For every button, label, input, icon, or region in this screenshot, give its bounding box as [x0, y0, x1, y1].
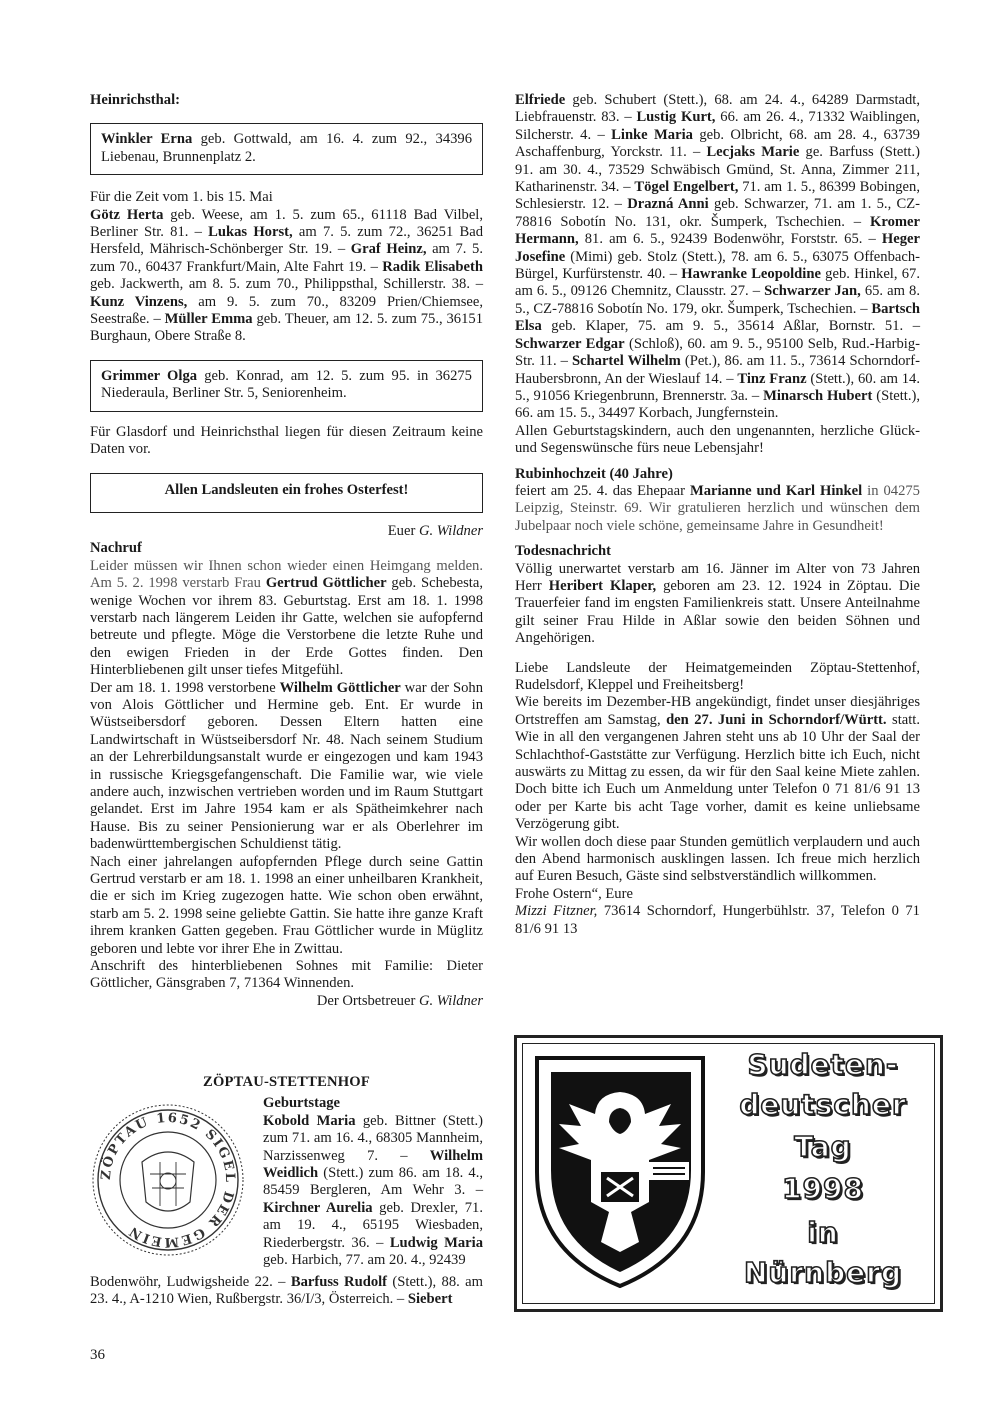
person-name: Radik Elisabeth [382, 258, 483, 275]
easter-box [90, 473, 483, 513]
person-name: Barfuss Rudolf [290, 1274, 388, 1290]
entry-text: am 7. 5. zum 72., 36251 Bad Hersfeld, Mährisch-Schönberger Str. 19. – [90, 224, 483, 258]
person-name: Lustig Kurt, [636, 109, 716, 126]
entry-text: geb. Drexler, 71. am 19. 4., 65195 Wiesbaden, Riederbergstr. 36. – [263, 1199, 483, 1251]
entry-text: 81. am 6. 5., 92439 Bodenwöhr, Forststr. 65. – [578, 231, 882, 248]
box-text [101, 131, 472, 166]
person-name: Minarsch Hubert [763, 387, 873, 404]
letter-signature [515, 903, 920, 938]
person-name: Müller Emma [164, 311, 253, 328]
entry-text: (Stett.), 88. am 23. 4., A-1210 Wien, Rußbergstr. 36/I/3, Österreich. – [90, 1274, 483, 1308]
paragraph-text: statt. Wie in all den vergangenen Jahren steht uns ab 10 Uhr der Saal der Schlachthof-Gaststätte zur Verfügung. Herzlich bitte ich Euch, nicht auswärts zu Mittag zu essen, da wir für den Saal keine Miete zahlen. Doch bitte ich Euch um Anmeldung unter Telefon 0 71 81/6 91 13 oder per Karte bis acht Tage vorher, damit es keine unliebsame Verzögerung gibt. [515, 711, 920, 833]
birthday-wishes: Allen Geburtstagskindern, auch den ungenannten, herzliche Glück- und Segenswünsche fürs neue Lebensjahr! [515, 422, 920, 457]
paragraph-text: feiert am 25. 4. das Ehepaar [515, 482, 690, 499]
person-name: Siebert [407, 1291, 453, 1308]
entry-text: geb. Theuer, am 12. 5. zum 75., 36151 Burghaun, Obere Straße 8. [90, 311, 483, 345]
entry-text: (Stett.) zum 86. am 18. 4., 85459 Bergleren, Am Wehr 3. – [263, 1165, 483, 1199]
seal-text: ZÖPTAU 1652 SIGEL DER GEMEIN [98, 1110, 238, 1250]
entry-text: (Schloß), 60. am 9. 5., 95100 Selb, Rud.-Harbig-Str. 11. – [515, 335, 920, 370]
person-name: Schwarzer Edgar [515, 335, 625, 352]
entry-text: (Mimi) geb. Stolz (Stett.), 78. am 6. 5., 63075 Offenbach-Bürgel, Kurfürstenstr. 40. – [515, 248, 920, 283]
nachruf-paragraph-1 [90, 558, 483, 680]
person-name: Götz Herta [90, 206, 164, 223]
nachruf-heading: Nachruf [90, 540, 142, 557]
paragraph-text: Wie bereits im Dezember-HB angekündigt, findet unser diesjähriges Ortstreffen am Samstag, [515, 694, 920, 728]
person-name: Kirchner Aurelia [263, 1199, 373, 1216]
paragraph-text: Der am 18. 1. 1998 verstorbene [90, 679, 280, 696]
entry-text: Bodenwöhr, Ludwigsheide 22. – [90, 1274, 291, 1290]
birthday-list-continued [90, 1274, 483, 1309]
banner-line-6: Nürnberg [744, 1256, 902, 1289]
paragraph-text: in 04275 Leipzig, Steinstr. 69. Wir gratulieren herzlich und wünschen dem Jubelpaar noch viele schöne, gemeinsame Jahre in Gesundheit! [515, 482, 920, 534]
person-name: Kobold Maria [263, 1112, 356, 1129]
zoeptau-birthdays [263, 1095, 483, 1269]
entry-text: geb. Weese, am 1. 5. zum 65., 61118 Bad Vilbel, Berliner Str. 81. – [90, 206, 483, 241]
paragraph-text: war der Sohn von Alois Göttlicher und Hermine geb. Ent. Er wurde in Wüstseibersdorf geboren. Dessen Eltern hatten eine Landwirtschaft in Wüstseibersdorf Nr. 48. Nach seinem Studium an der Lehrerbildungsanstalt wurde er eingezogen und kam 1943 in russische Kriegsgefangenschaft. Die Familie war, wie viele andere auch, inzwischen vertrieben worden und im Raum Stuttgart gelandet. Erst im Jahre 1954 kam er als Spätheimkehrer nach Hause. Bis zu seiner Pensionierung war er als Oberlehrer im badenwürttembergischen Schuldienst tätig. [90, 679, 484, 853]
nachruf-paragraph-4: Anschrift des hinterbliebenen Sohnes mit Familie: Dieter Göttlicher, Gänsgraben 7, 71364 Winnenden. [90, 958, 483, 992]
nachruf-paragraph-2 [90, 680, 483, 854]
entry-text: geb. Olbricht, 68. am 28. 4., 63739 Aschaffenburg, Yorckstr. 11. – [515, 126, 920, 161]
ortsbetreuer-signoff [90, 993, 483, 1010]
person-name: Heribert Klaper, [548, 577, 657, 594]
zoeptau-section [90, 1074, 484, 1308]
entry-text: (Pet.), 86. am 11. 5., 73614 Schorndorf-Haubersbronn, An der Wieslauf 14. – [515, 353, 920, 387]
person-name: Elfriede [515, 92, 566, 108]
banner-line-4: 1998 [782, 1172, 864, 1205]
person-name: Heger Josefine [515, 231, 920, 265]
eagle-shield-icon [531, 1052, 709, 1292]
birthday-list [90, 207, 483, 346]
town-seal-icon [90, 1102, 246, 1258]
letter-salutation: Liebe Landsleute der Heimatgemeinden Zöptau-Stettenhof, Rudelsdorf, Kleppel und Freiheitsberg! [515, 659, 920, 693]
person-name: Marianne und Karl Hinkel [689, 482, 863, 499]
entry-text: am 7. 5. zum 70., 60437 Frankfurt/Main, Alte Fahrt 19. – [90, 241, 483, 275]
person-name: Tögel Engelbert, [634, 179, 739, 196]
entry-text: geb. Schwarzer, 71. am 1. 5., CZ-78816 Sobotín No. 131, okr. Šumperk, Tschechien. – [515, 196, 920, 230]
banner-line-3: Tag [794, 1130, 852, 1163]
entry-text: geb. Klaper, 75. am 9. 5., 35614 Aßlar, Bornstr. 51. – [541, 318, 920, 335]
person-name: Kromer Hermann, [515, 213, 920, 248]
signoff-name: G. Wildner [418, 522, 483, 539]
no-data-note: Für Glasdorf und Heinrichsthal liegen für diesen Zeitraum keine Daten vor. [90, 423, 483, 458]
signature-address: 73614 Schorndorf, Hungerbühlstr. 37, Telefon 0 71 81/6 91 13 [515, 903, 920, 937]
person-name: Lukas Horst, [208, 224, 293, 241]
birthday-list-continued [515, 92, 920, 423]
event-date: den 27. Juni in Schorndorf/Württ. [666, 711, 887, 728]
entry-text: geb. Hinkel, 67. am 6. 5., 09126 Chemnitz, Clausstr. 27. – [515, 266, 920, 300]
tod-paragraph [515, 561, 920, 648]
person-name: Schartel Wilhelm [571, 353, 681, 370]
person-name: Winkler Erna [101, 131, 193, 148]
paragraph-text: Leider müssen wir Ihnen schon wieder einen Heimgang melden. Am 5. 2. 1998 verstarb Frau [90, 557, 483, 592]
entry-text: geb. Gottwald, am 16. 4. zum 92., 34396 Liebenau, Brunnenplatz 2. [101, 131, 473, 165]
banner-line-2: deutscher [739, 1088, 907, 1121]
zoeptau-title: ZÖPTAU-STETTENHOF [203, 1074, 370, 1090]
paragraph-text: Völlig unerwartet verstarb am 16. Jänner im Alter von 73 Jahren Herr [515, 560, 920, 594]
person-name: Kunz Vinzens, [90, 293, 188, 310]
geburtstage-heading: Geburtstage [263, 1095, 341, 1112]
signoff-name: G. Wildner [418, 992, 483, 1009]
box-text [101, 368, 472, 403]
easter-greeting: Allen Landsleuten ein frohes Osterfest! [164, 481, 409, 498]
section-heading-heinrichsthal: Heinrichsthal: [90, 92, 180, 108]
left-column [90, 92, 483, 1010]
birthday-list [263, 1113, 483, 1270]
letter-paragraph-2 [515, 694, 920, 833]
person-name: Schwarzer Jan, [764, 283, 861, 300]
entry-text: geb. Bittner (Stett.) zum 71. am 16. 4., 68305 Mannheim, Narzissenweg 7. – [263, 1112, 484, 1164]
signoff [90, 523, 483, 540]
signoff-prefix: Der Ortsbetreuer [316, 992, 419, 1009]
person-name: Gertrud Göttlicher [265, 575, 387, 592]
birthday-box-winkler [90, 123, 483, 175]
signature-name: Mizzi Fitzner, [515, 903, 598, 920]
person-name: Hawranke Leopoldine [681, 266, 821, 283]
entry-text: 65. am 8. 5., CZ-78816 Sobotín No. 179, okr. Šumperk, Tschechien. – [515, 283, 921, 317]
entry-text: am 9. 5. zum 70., 83209 Prien/Chiemsee, Seestraße. – [90, 293, 483, 328]
sudetendeutscher-tag-banner [514, 1035, 943, 1312]
person-name: Grimmer Olga [101, 367, 198, 384]
entry-text: geb. Konrad, am 12. 5. zum 95. in 36275 Niederaula, Berliner Str. 5, Seniorenheim. [101, 367, 472, 402]
paragraph-text: geboren am 23. 12. 1924 in Zöptau. Die Trauerfeier fand im engsten Familienkreis statt. Unsere Anteilnahme gilt seiner Frau Hilde in Aßlar sowie den beiden Söhnen und Angehörigen. [515, 577, 920, 647]
entry-text: 71. am 1. 5., 86399 Bobingen, Schlesierstr. 12. – [515, 179, 920, 213]
entry-text: geb. Jackwerth, am 8. 5. zum 70., Philippsthal, Schillerstr. 38. – [90, 276, 483, 293]
paragraph-text: geb. Schebesta, wenige Wochen vor ihrem 83. Geburtstag. Erst am 18. 1. 1998 verstarb nach längerem Leiden ihr Gatte, welchen sie aufopfernd betreute und pflegte. Möge die Verstorbene die letzte Ruhe und den ewigen Frieden in der Erde Gottes finden. Den Hinterbliebenen gilt unser tiefes Mitgefühl. [90, 575, 483, 679]
letter-close: Frohe Ostern“, Eure [515, 885, 633, 902]
entry-text: geb. Schubert (Stett.), 68. am 24. 4., 64289 Darmstadt, Liebfrauenstr. 83. – [515, 92, 920, 126]
signoff-prefix: Euer [387, 522, 419, 539]
entry-text: geb. Harbich, 77. am 20. 4., 92439 [263, 1252, 466, 1269]
nachruf-paragraph-3: Nach einer jahrelangen aufopfernden Pflege durch seine Gattin Gertrud verstarb er am 18. 1. 1998 an einer unheilbaren Krankheit, die er sich im Krieg zugezogen hatte. Wie schon oben erwähnt, starb am 5. 2. 1998 seine geliebte Gattin. Sie hatte ihre ganze Kraft ihrem kranken Gatten gegeben. Frau Göttlicher wurde in Müglitz geboren und lebte vor ihrer Ehe in Zwittau. [90, 853, 483, 957]
person-name: Graf Heinz, [350, 241, 427, 258]
person-name: Tinz Franz [737, 370, 807, 387]
person-name: Linke Maria [611, 126, 693, 143]
entry-text: (Stett.), 60. am 14. 5., 91056 Kriegenbrunn, Brennerstr. 3a. – [515, 370, 920, 404]
person-name: Bartsch Elsa [515, 300, 920, 335]
person-name: Wilhelm Weidlich [263, 1147, 483, 1182]
period-intro: Für die Zeit vom 1. bis 15. Mai [90, 189, 273, 206]
rubin-paragraph [515, 483, 920, 535]
entry-text: (Stett.), 66. am 15. 5., 34497 Korbach, Jungfernstein. [515, 387, 920, 422]
right-column [515, 92, 920, 938]
birthday-box-grimmer [90, 360, 483, 412]
entry-text: 66. am 26. 4., 71332 Waiblingen, Silcherstr. 4. – [515, 109, 921, 143]
page-number: 36 [90, 1347, 105, 1363]
banner-line-5: in [807, 1216, 839, 1249]
person-name: Lecjaks Marie [706, 144, 800, 161]
person-name: Ludwig Maria [389, 1234, 483, 1251]
entry-text: ge. Barfuss (Stett.) 91. am 30. 4., 73529 Schwäbisch Gmünd, St. Anna, Zimmer 211, Katharinenstr. 34. – [515, 144, 920, 196]
banner-line-1: Sudeten- [747, 1048, 899, 1081]
person-name: Wilhelm Göttlicher [279, 679, 401, 696]
person-name: Drazná Anni [627, 196, 709, 213]
tod-heading: Todesnachricht [515, 543, 611, 560]
rubin-heading: Rubinhochzeit (40 Jahre) [515, 465, 673, 482]
letter-paragraph-3: Wir wollen doch diese paar Stunden gemütlich verplaudern und auch den Abend harmonisch ausklingen lassen. Ich freue mich herzlich auf Euren Besuch, Gäste sind selbstverständlich willkommen. [515, 833, 920, 885]
